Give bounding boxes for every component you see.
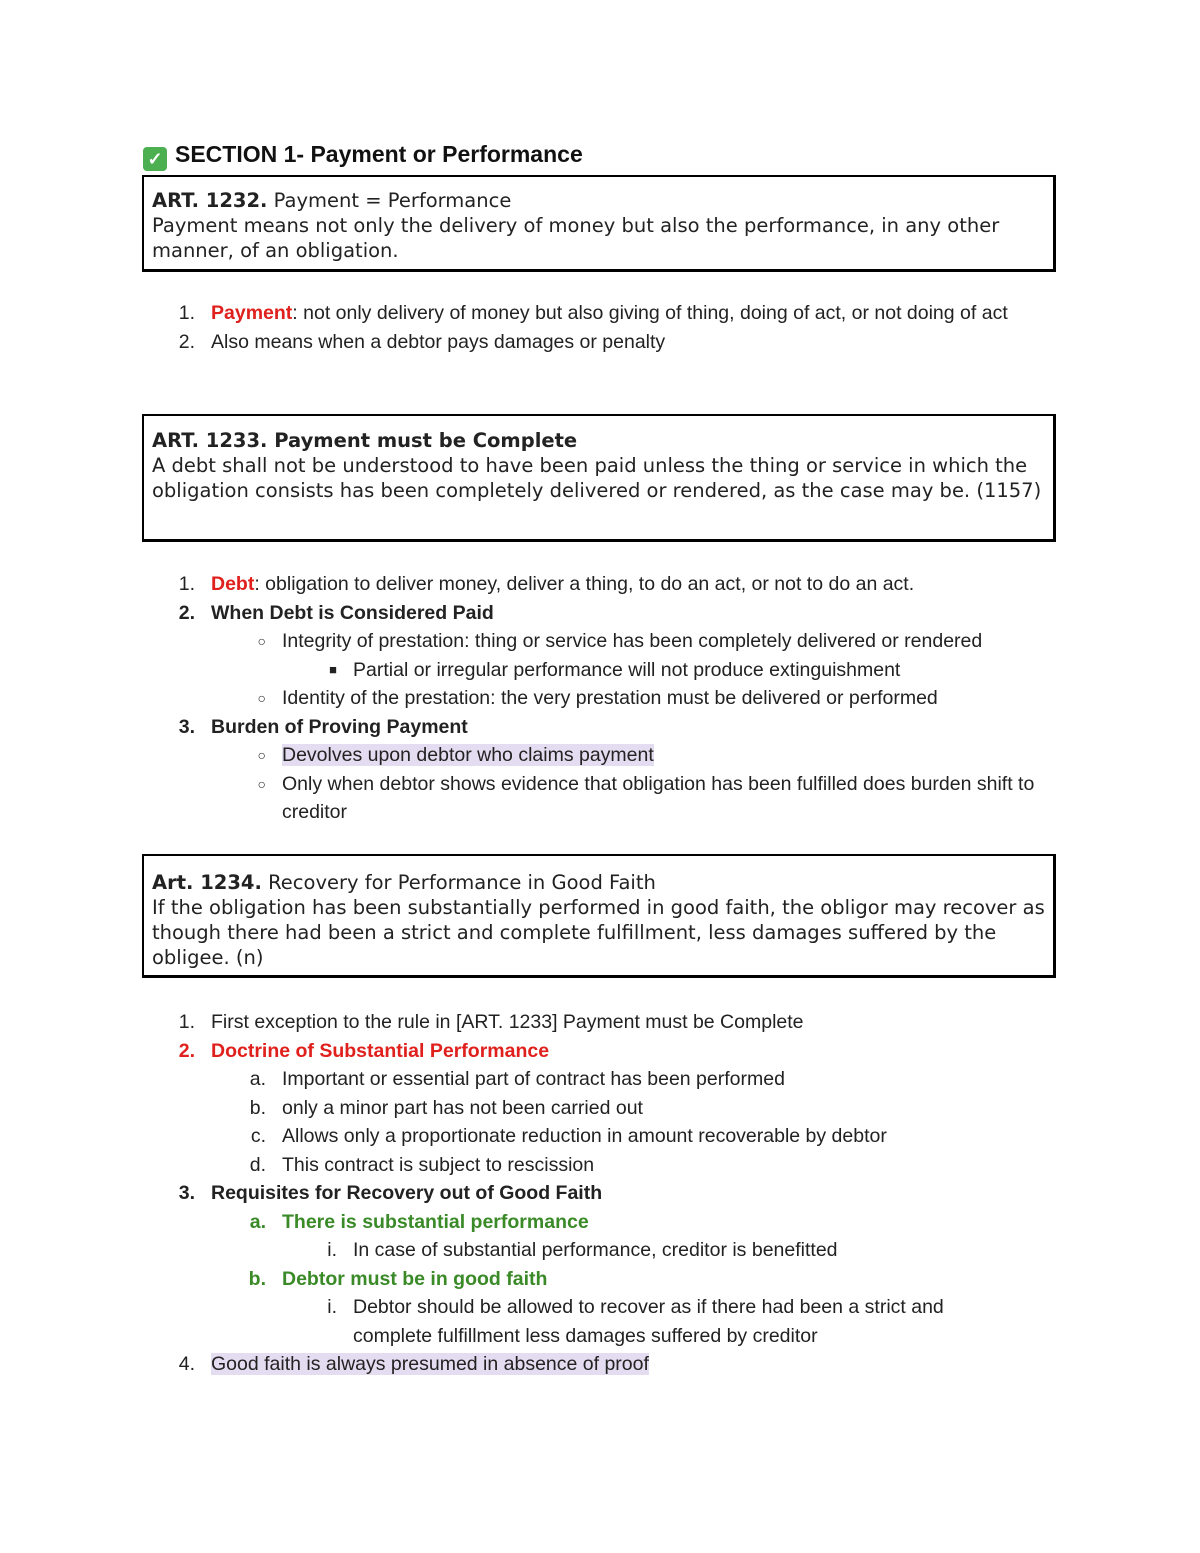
list-item <box>0 328 1200 357</box>
list-item-text: Important or essential part of contract has been performed <box>282 1068 785 1090</box>
list-marker: 1. <box>178 1011 195 1033</box>
article-1234-box <box>142 854 1056 978</box>
list-payment-notes <box>0 299 1200 356</box>
article-1232-number: ART. 1232. <box>152 189 268 212</box>
list-marker: b. <box>248 1267 266 1290</box>
term-payment-definition: : not only delivery of money but also giving of thing, doing of act, or not doing of act <box>292 302 1008 324</box>
list-marker: 1. <box>178 302 195 324</box>
article-1233-text: A debt shall not be understood to have been paid unless the thing or service in which the obligation consists has been completely delivered or rendered, as the case may be. (1157) <box>152 454 1042 502</box>
list-item-text: First exception to the rule in [ART. 1233] Payment must be Complete <box>211 1011 804 1033</box>
circle-bullet-icon: ○ <box>257 775 266 792</box>
section-title: SECTION 1- Payment or Performance <box>175 141 583 167</box>
list-item-text: This contract is subject to rescission <box>282 1153 595 1176</box>
list-item <box>0 741 1200 770</box>
list-item <box>0 1065 1200 1094</box>
list-marker: 3. <box>178 1182 195 1204</box>
list-marker: 4. <box>178 1353 195 1375</box>
list-marker: 2. <box>178 330 195 353</box>
list-item-text: Only when debtor shows evidence that obligation has been fulfilled does burden shift to creditor <box>282 772 1035 823</box>
list-item <box>0 1293 1200 1350</box>
article-1232-box <box>142 175 1056 272</box>
list-marker: 1. <box>178 573 195 595</box>
list-item-text: When Debt is Considered Paid <box>211 601 494 624</box>
article-1234-title: Recovery for Performance in Good Faith <box>261 871 656 894</box>
list-item <box>0 299 1200 328</box>
article-1232-heading <box>152 188 1045 213</box>
list-item <box>0 1008 1200 1037</box>
list-marker: c. <box>250 1125 266 1147</box>
circle-bullet-icon: ○ <box>257 747 266 763</box>
list-item <box>0 1094 1200 1123</box>
article-1233-heading <box>152 428 1045 453</box>
list-marker: a. <box>249 1210 266 1233</box>
list-item-text: Burden of Proving Payment <box>211 715 468 738</box>
list-item-text: Integrity of prestation: thing or service has been completely delivered or rendered <box>282 630 983 652</box>
list-item <box>0 1350 1200 1379</box>
list-item-text: Partial or irregular performance will not produce extinguishment <box>353 658 901 681</box>
list-item <box>0 570 1200 599</box>
term-payment: Payment <box>211 302 293 324</box>
article-1232-text: Payment means not only the delivery of money but also the performance, in any other manner, of an obligation. <box>152 214 1000 262</box>
article-1233-number: ART. 1233. <box>152 429 268 452</box>
highlighted-text: Good faith is always presumed in absence of proof <box>211 1353 649 1375</box>
list-good-faith-notes <box>0 1008 1200 1379</box>
list-item-text: Allows only a proportionate reduction in amount recoverable by debtor <box>282 1125 887 1147</box>
list-marker: 2. <box>178 601 195 624</box>
list-item-text: In case of substantial performance, creditor is benefitted <box>353 1239 838 1261</box>
check-mark-icon: ✓ <box>143 147 167 171</box>
list-item-text: Identity of the prestation: the very prestation must be delivered or performed <box>282 687 938 709</box>
list-item <box>0 1037 1200 1066</box>
list-item-text: only a minor part has not been carried out <box>282 1096 643 1119</box>
list-item <box>0 1179 1200 1208</box>
list-marker: i. <box>327 1296 337 1318</box>
article-1234-text: If the obligation has been substantially performed in good faith, the obligor may recover as though there had been a strict and complete fulfillment, less damages suffered by the obligee. (n) <box>152 896 1045 969</box>
list-item <box>0 1265 1200 1294</box>
list-item-text: Requisites for Recovery out of Good Faith <box>211 1182 603 1204</box>
section-heading <box>143 141 583 171</box>
list-marker: a. <box>249 1068 266 1090</box>
list-item-text: Also means when a debtor pays damages or penalty <box>211 330 666 353</box>
list-item <box>0 713 1200 742</box>
article-1234-number: Art. 1234. <box>152 871 262 894</box>
list-item-text: Debtor should be allowed to recover as if there had been a strict and complete fulfillment less damages suffered by creditor <box>353 1296 944 1347</box>
list-item-text: Doctrine of Substantial Performance <box>211 1039 550 1062</box>
article-1233-title: Payment must be Complete <box>267 429 578 452</box>
list-marker: b. <box>249 1096 266 1119</box>
list-marker: 2. <box>178 1039 195 1062</box>
circle-bullet-icon: ○ <box>257 690 266 706</box>
list-item <box>0 656 1200 685</box>
list-item-text: Debtor must be in good faith <box>282 1267 548 1290</box>
list-item <box>0 684 1200 713</box>
list-item <box>0 599 1200 628</box>
list-item <box>0 1208 1200 1237</box>
list-marker: d. <box>249 1153 266 1176</box>
square-bullet-icon: ■ <box>329 661 337 677</box>
list-marker: i. <box>327 1239 337 1261</box>
term-debt-definition: : obligation to deliver money, deliver a thing, to do an act, or not to do an act. <box>254 573 915 595</box>
list-item <box>0 1122 1200 1151</box>
list-marker: 3. <box>178 715 195 738</box>
article-1234-heading <box>152 870 1045 895</box>
list-item <box>0 627 1200 656</box>
list-item <box>0 1236 1200 1265</box>
list-item <box>0 1151 1200 1180</box>
term-debt: Debt <box>211 573 255 595</box>
article-1233-box <box>142 414 1056 542</box>
article-1232-title: Payment = Performance <box>267 189 512 212</box>
list-debt-notes <box>0 570 1200 827</box>
list-item-text: There is substantial performance <box>282 1210 589 1233</box>
list-item <box>0 770 1200 827</box>
highlighted-text: Devolves upon debtor who claims payment <box>282 744 654 766</box>
circle-bullet-icon: ○ <box>257 633 266 649</box>
